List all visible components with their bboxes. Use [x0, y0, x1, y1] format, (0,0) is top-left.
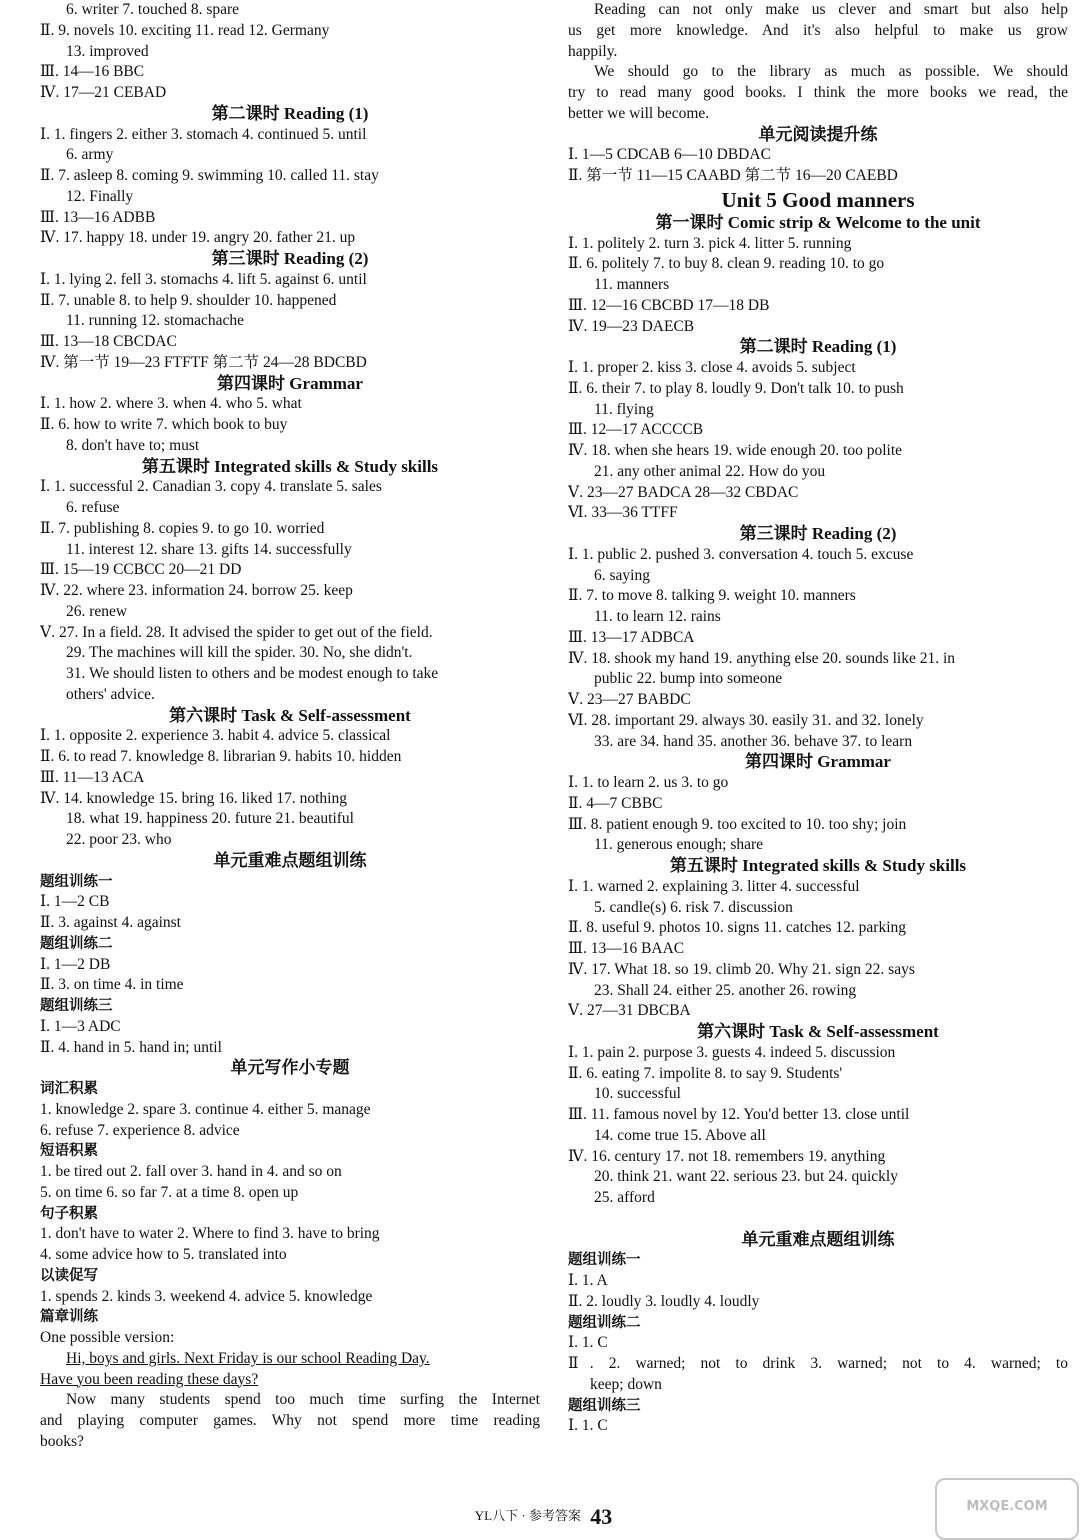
- answer-line: Ⅲ. 11—13 ACA: [40, 768, 145, 786]
- section-heading: 第二课时 Reading (1): [739, 337, 897, 357]
- watermark-logo: MXQE.COM: [935, 1478, 1079, 1540]
- answer-line: Ⅲ. 8. patient enough 9. too excited to 10. too shy; join: [568, 815, 907, 833]
- answer-line: 12. Finally: [66, 187, 134, 205]
- answer-line: Ⅰ. 1. how 2. where 3. when 4. who 5. what: [40, 395, 302, 413]
- answer-line: Ⅲ. 13—17 ADBCA: [568, 628, 695, 646]
- answer-line: One possible version:: [40, 1329, 175, 1346]
- answer-line: Ⅱ. 9. novels 10. exciting 11. read 12. Germany: [40, 21, 330, 39]
- answer-line: 5. on time 6. so far 7. at a time 8. open up: [40, 1183, 299, 1201]
- answer-line: Ⅰ. 1. proper 2. kiss 3. close 4. avoids 5. subject: [568, 359, 856, 376]
- answer-line: 11. running 12. stomachache: [66, 312, 245, 330]
- answer-line: Ⅱ. 8. useful 9. photos 10. signs 11. catches 12. parking: [568, 919, 907, 937]
- answer-line: Ⅴ. 23—27 BADCA 28—32 CBDAC: [568, 483, 799, 501]
- page-footer: [0, 1504, 1087, 1530]
- answer-line: Ⅰ. 1. C: [568, 1417, 608, 1435]
- answer-line: 21. any other animal 22. How do you: [594, 462, 826, 480]
- answer-line: 4. some advice how to 5. translated into: [40, 1246, 287, 1263]
- section-heading: 第六课时 Task & Self-assessment: [169, 705, 411, 725]
- section-heading: 第二课时 Reading (1): [211, 103, 369, 123]
- answer-line: Reading can not only make us clever and smart but also help: [594, 1, 1068, 18]
- answer-line: Ⅱ. 7. to move 8. talking 9. weight 10. manners: [568, 587, 856, 605]
- answer-line: Ⅳ. 14. knowledge 15. bring 16. liked 17. nothing: [40, 789, 347, 807]
- answer-line: 1. don't have to water 2. Where to find 3. have to bring: [40, 1225, 380, 1243]
- answer-line: Ⅳ. 18. when she hears 19. wide enough 20. too polite: [568, 442, 903, 459]
- answer-line: Ⅱ. 7. unable 8. to help 9. shoulder 10. happened: [40, 291, 337, 309]
- answer-line: 13. improved: [66, 42, 149, 60]
- answer-line: 8. don't have to; must: [66, 436, 200, 454]
- answer-line: 6. refuse 7. experience 8. advice: [40, 1121, 240, 1139]
- section-heading: 单元阅读提升练: [758, 124, 878, 144]
- answer-line: 29. The machines will kill the spider. 30. No, she didn't.: [66, 644, 413, 662]
- answer-line: 11. interest 12. share 13. gifts 14. successfully: [66, 540, 352, 558]
- answer-line: Ⅲ. 13—16 ADBB: [40, 208, 156, 226]
- answer-line: Ⅰ. 1. opposite 2. experience 3. habit 4. advice 5. classical: [40, 727, 391, 745]
- answer-line: 31. We should listen to others and be modest enough to take: [66, 665, 439, 682]
- answer-line: Ⅰ. 1—2 DB: [40, 955, 111, 973]
- answer-line: 33. are 34. hand 35. another 36. behave 37. to learn: [594, 732, 913, 750]
- subsection-label: 篇章训练: [40, 1309, 98, 1326]
- answer-line: 20. think 21. want 22. serious 23. but 24. quickly: [594, 1168, 898, 1186]
- answer-line: 6. refuse: [66, 499, 120, 516]
- answer-line: Ⅱ. 6. eating 7. impolite 8. to say 9. Students': [568, 1064, 843, 1082]
- answer-line: and playing computer games. Why not spend more time reading: [40, 1412, 540, 1429]
- answer-line: Ⅳ. 第一节 19—23 FTFTF 第二节 24—28 BDCBD: [40, 353, 367, 371]
- answer-line: 11. flying: [594, 400, 654, 418]
- answer-line: Ⅰ. 1. to learn 2. us 3. to go: [568, 774, 729, 791]
- section-heading: 第五课时 Integrated skills & Study skills: [669, 856, 967, 875]
- subsection-label: 题组训练三: [40, 998, 113, 1014]
- answer-line: Ⅰ. 1—5 CDCAB 6—10 DBDAC: [568, 146, 771, 164]
- answer-line: 22. poor 23. who: [66, 831, 172, 848]
- answer-line: Ⅱ. 3. against 4. against: [40, 914, 181, 931]
- unit-title: Unit 5 Good manners: [721, 187, 915, 212]
- section-heading: 第四课时 Grammar: [745, 752, 891, 772]
- subsection-label: 词汇积累: [40, 1081, 98, 1097]
- section-heading: 单元重难点题组训练: [741, 1229, 895, 1249]
- answer-line: Ⅰ. 1. C: [568, 1334, 608, 1352]
- answer-line: Ⅴ. 27. In a field. 28. It advised the spider to get out of the field.: [40, 623, 433, 641]
- section-heading: 第一课时 Comic strip & Welcome to the unit: [655, 212, 981, 232]
- answer-line: Ⅰ. 1. public 2. pushed 3. conversation 4. touch 5. excuse: [568, 545, 914, 563]
- answer-line: 23. Shall 24. either 25. another 26. rowing: [594, 981, 857, 999]
- answer-line: Ⅵ. 28. important 29. always 30. easily 31. and 32. lonely: [568, 711, 924, 729]
- answer-line: Ⅳ. 17. What 18. so 19. climb 20. Why 21. sign 22. says: [568, 960, 915, 978]
- answer-line: Ⅲ. 11. famous novel by 12. You'd better 13. close until: [568, 1106, 910, 1123]
- answer-line: Ⅰ. 1—3 ADC: [40, 1017, 121, 1035]
- section-heading: 第四课时 Grammar: [217, 373, 363, 393]
- answer-line: Have you been reading these days?: [40, 1370, 259, 1388]
- answer-line: books?: [40, 1432, 84, 1450]
- answer-line: 25. afford: [594, 1189, 655, 1206]
- answer-line: We should go to the library as much as possible. We should: [594, 63, 1068, 81]
- answer-line: try to read many good books. I think the more books we read, the: [568, 84, 1068, 101]
- section-heading: 第三课时 Reading (2): [211, 249, 369, 268]
- answer-line: Ⅲ. 13—16 BAAC: [568, 940, 685, 957]
- answer-line: Ⅲ. 12—17 ACCCCB: [568, 421, 704, 439]
- answer-line: 1. be tired out 2. fall over 3. hand in 4. and so on: [40, 1163, 342, 1180]
- answer-line: Ⅱ. 7. asleep 8. coming 9. swimming 10. called 11. stay: [40, 167, 379, 184]
- answer-line: 1. spends 2. kinds 3. weekend 4. advice 5. knowledge: [40, 1287, 373, 1305]
- answer-line: 18. what 19. happiness 20. future 21. beautiful: [66, 810, 354, 828]
- answer-line: 10. successful: [594, 1085, 681, 1103]
- answer-line: Ⅱ. 6. their 7. to play 8. loudly 9. Don't talk 10. to push: [568, 379, 904, 397]
- answer-line: Ⅱ. 4—7 CBBC: [568, 794, 663, 812]
- answer-line: Ⅳ. 19—23 DAECB: [568, 317, 695, 335]
- answer-line: Ⅳ. 17. happy 18. under 19. angry 20. father 21. up: [40, 229, 356, 247]
- answer-line: others' advice.: [66, 685, 155, 703]
- answer-line: Ⅰ. 1. politely 2. turn 3. pick 4. litter 5. running: [568, 234, 852, 252]
- answer-line: Ⅰ. 1. lying 2. fell 3. stomachs 4. lift 5. against 6. until: [40, 270, 367, 288]
- answer-line: Ⅲ. 13—18 CBCDAC: [40, 333, 177, 350]
- answer-line: Ⅱ. 第一节 11—15 CAABD 第二节 16—20 CAEBD: [568, 167, 898, 184]
- answer-line: Ⅰ. 1. pain 2. purpose 3. guests 4. indeed 5. discussion: [568, 1043, 896, 1061]
- answer-line: Ⅱ. 6. politely 7. to buy 8. clean 9. reading 10. to go: [568, 255, 885, 273]
- answer-line: Ⅱ. 2. loudly 3. loudly 4. loudly: [568, 1292, 760, 1310]
- answer-line: Ⅱ. 2. warned; not to drink 3. warned; not to 4. warned; to: [568, 1355, 1068, 1372]
- answer-line: Ⅳ. 18. shook my hand 19. anything else 20. sounds like 21. in: [568, 649, 956, 667]
- answer-line: 11. manners: [594, 276, 670, 293]
- answer-line: 6. saying: [594, 566, 650, 584]
- answer-line: 11. to learn 12. rains: [594, 608, 721, 625]
- answer-line: Ⅳ. 16. century 17. not 18. remembers 19. anything: [568, 1147, 886, 1165]
- subsection-label: 题组训练二: [568, 1314, 641, 1331]
- section-heading: 第五课时 Integrated skills & Study skills: [141, 456, 439, 476]
- answer-line: Ⅵ. 33—36 TTFF: [568, 504, 678, 522]
- answer-line: Ⅴ. 23—27 BABDC: [568, 691, 691, 708]
- spacer: [568, 1209, 1068, 1230]
- answer-line: Ⅱ. 3. on time 4. in time: [40, 976, 184, 994]
- answer-line: 6. writer 7. touched 8. spare: [66, 1, 240, 18]
- answer-line: 14. come true 15. Above all: [594, 1126, 766, 1144]
- subsection-label: 题组训练二: [40, 935, 113, 952]
- subsection-label: 句子积累: [40, 1205, 98, 1222]
- answer-line: Ⅱ. 7. publishing 8. copies 9. to go 10. worried: [40, 519, 325, 537]
- answer-line: Ⅰ. 1. fingers 2. either 3. stomach 4. continued 5. until: [40, 125, 367, 143]
- answer-line: Ⅲ. 14—16 BBC: [40, 63, 145, 81]
- left-column: [40, 0, 540, 1453]
- answer-line: 26. renew: [66, 602, 128, 620]
- subsection-label: 短语积累: [40, 1143, 98, 1160]
- answer-line: Ⅱ. 6. to read 7. knowledge 8. librarian 9. habits 10. hidden: [40, 748, 402, 765]
- page-number: 43: [590, 1504, 613, 1529]
- right-column: [568, 0, 1068, 1437]
- answer-line: better we will become.: [568, 104, 710, 122]
- subsection-label: 题组训练三: [568, 1397, 641, 1414]
- answer-line: 6. army: [66, 146, 114, 164]
- section-heading: 单元重难点题组训练: [213, 850, 367, 870]
- section-heading: 第六课时 Task & Self-assessment: [697, 1022, 939, 1041]
- subsection-label: 以读促写: [40, 1267, 98, 1284]
- section-heading: 第三课时 Reading (2): [739, 524, 897, 543]
- answer-line: Ⅲ. 12—16 CBCBD 17—18 DB: [568, 296, 770, 314]
- answer-line: public 22. bump into someone: [594, 670, 783, 688]
- answer-line: happily.: [568, 42, 618, 60]
- answer-line: 1. knowledge 2. spare 3. continue 4. either 5. manage: [40, 1100, 371, 1118]
- answer-line: Ⅳ. 17—21 CEBAD: [40, 84, 167, 101]
- answer-line: Now many students spend too much time surfing the Internet: [66, 1391, 540, 1409]
- answer-line: Ⅰ. 1—2 CB: [40, 893, 110, 911]
- answer-line: Hi, boys and girls. Next Friday is our school Reading Day.: [66, 1349, 430, 1367]
- answer-line: Ⅴ. 27—31 DBCBA: [568, 1002, 691, 1020]
- answer-line: Ⅰ. 1. warned 2. explaining 3. litter 4. successful: [568, 877, 860, 895]
- answer-line: Ⅲ. 15—19 CCBCC 20—21 DD: [40, 561, 242, 579]
- subsection-label: 题组训练一: [568, 1252, 641, 1269]
- section-heading: 单元写作小专题: [230, 1058, 350, 1078]
- answer-line: Ⅰ. 1. successful 2. Canadian 3. copy 4. translate 5. sales: [40, 478, 382, 496]
- answer-line: Ⅳ. 22. where 23. information 24. borrow 25. keep: [40, 582, 353, 599]
- answer-line: us get more knowledge. And it's also helpful to make us grow: [568, 21, 1068, 39]
- answer-line: Ⅱ. 4. hand in 5. hand in; until: [40, 1038, 222, 1056]
- answer-line: Ⅰ. 1. A: [568, 1272, 608, 1289]
- answer-line: 11. generous enough; share: [594, 836, 764, 854]
- subsection-label: 题组训练一: [40, 873, 113, 890]
- answer-line: keep; down: [590, 1375, 662, 1393]
- answer-line: Ⅱ. 6. how to write 7. which book to buy: [40, 416, 288, 433]
- answer-line: 5. candle(s) 6. risk 7. discussion: [594, 898, 793, 916]
- footer-label: YL八下 · 参考答案: [474, 1507, 581, 1523]
